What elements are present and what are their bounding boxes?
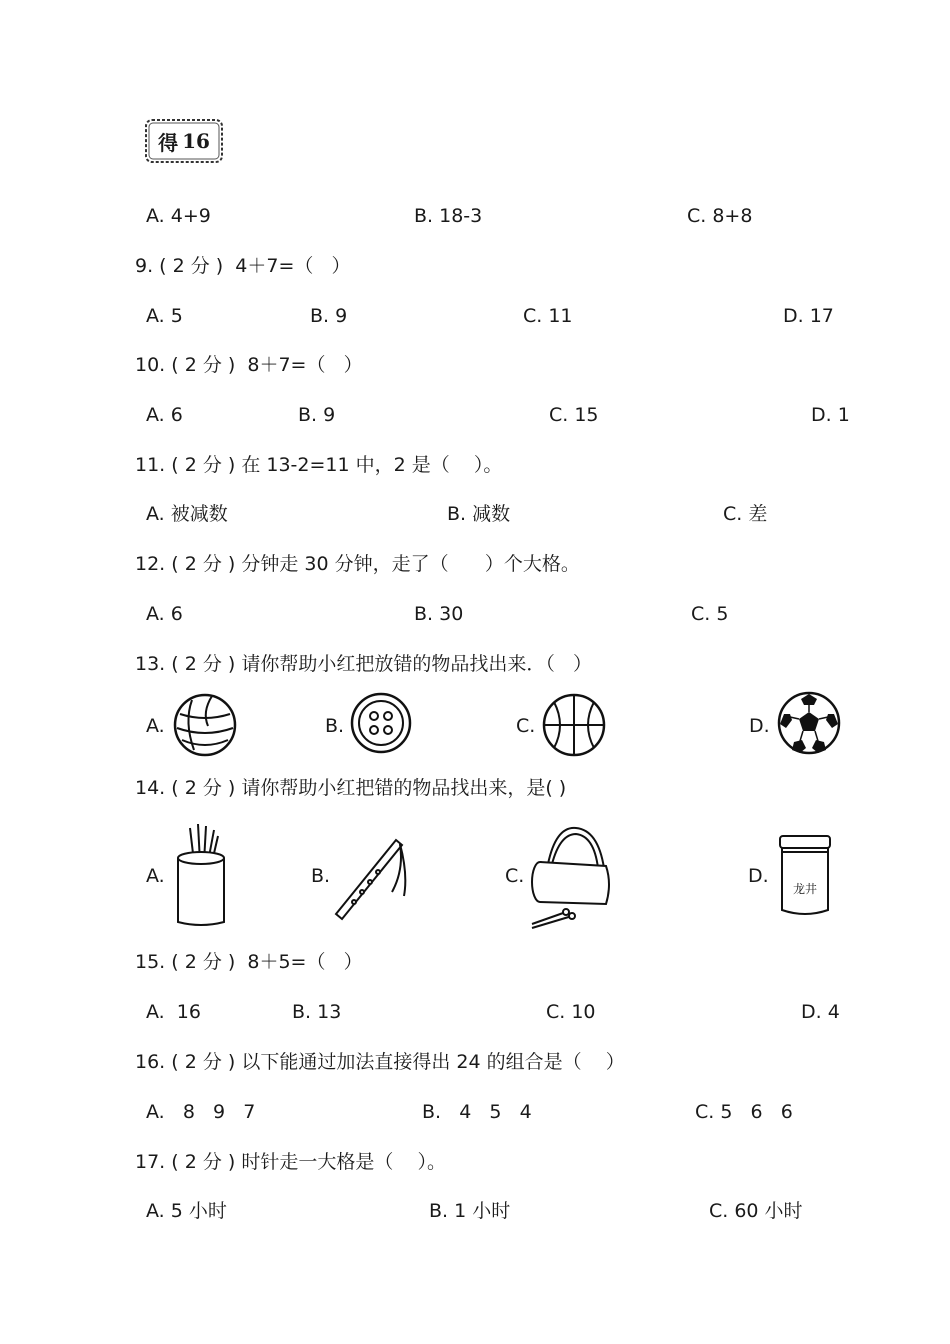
- pencil-holder-icon[interactable]: [170, 822, 232, 928]
- tea-jar[interactable]: [776, 832, 834, 918]
- q13-option-d[interactable]: D.: [749, 715, 770, 737]
- q8-option-b[interactable]: B. 18-3: [414, 205, 483, 227]
- q17-option-a[interactable]: A. 5 小时: [146, 1200, 227, 1222]
- q8-option-a[interactable]: A. 4+9: [146, 205, 211, 227]
- q8-option-c[interactable]: C. 8+8: [687, 205, 753, 227]
- drum-icon[interactable]: [526, 822, 616, 932]
- q12-option-b[interactable]: B. 30: [414, 603, 464, 625]
- q14-option-d[interactable]: D.: [748, 865, 769, 887]
- q13-option-a[interactable]: A.: [146, 715, 165, 737]
- q9-stem: 9. ( 2 分 ) 4＋7=（ ）: [135, 255, 351, 277]
- q10-stem: 10. ( 2 分 ) 8＋7=（ ）: [135, 354, 363, 376]
- q14-option-a[interactable]: A.: [146, 865, 165, 887]
- q12-option-a[interactable]: A. 6: [146, 603, 183, 625]
- tea-jar-icon: [776, 832, 834, 918]
- q15-stem: 15. ( 2 分 ) 8＋5=（ ）: [135, 951, 363, 973]
- q17-stem: 17. ( 2 分 ) 时针走一大格是（ ）。: [135, 1151, 446, 1173]
- q9-option-d[interactable]: D. 17: [783, 305, 834, 327]
- q15-option-b[interactable]: B. 13: [292, 1001, 342, 1023]
- q14-stem: 14. ( 2 分 ) 请你帮助小红把错的物品找出来，是( ): [135, 777, 567, 799]
- q12-stem: 12. ( 2 分 ) 分钟走 30 分钟，走了（ ）个大格。: [135, 553, 580, 575]
- q16-stem: 16. ( 2 分 ) 以下能通过加法直接得出 24 的组合是（ ）: [135, 1051, 625, 1073]
- flute-icon[interactable]: [330, 830, 412, 922]
- q10-option-c[interactable]: C. 15: [549, 404, 599, 426]
- q9-option-a[interactable]: A. 5: [146, 305, 183, 327]
- score-badge: [143, 117, 225, 165]
- q15-option-a[interactable]: A. 16: [146, 1001, 201, 1023]
- q9-option-b[interactable]: B. 9: [310, 305, 348, 327]
- tea-jar-label: 龙井: [792, 882, 817, 896]
- basketball-icon[interactable]: [540, 692, 608, 758]
- q13-option-b[interactable]: B.: [325, 715, 345, 737]
- score-badge-number: 16: [182, 129, 210, 153]
- button-icon[interactable]: [350, 692, 412, 754]
- q11-stem: 11. ( 2 分 ) 在 13-2=11 中，2 是（ ）。: [135, 454, 503, 476]
- q16-option-b[interactable]: B. 4 5 4: [422, 1101, 532, 1123]
- q11-option-a[interactable]: A. 被减数: [146, 503, 228, 525]
- q10-option-a[interactable]: A. 6: [146, 404, 183, 426]
- q14-option-b[interactable]: B.: [311, 865, 331, 887]
- q11-option-b[interactable]: B. 减数: [447, 503, 511, 525]
- score-badge-char: 得: [158, 130, 179, 155]
- q16-option-a[interactable]: A. 8 9 7: [146, 1101, 256, 1123]
- q16-option-c[interactable]: C. 5 6 6: [695, 1101, 793, 1123]
- q15-option-c[interactable]: C. 10: [546, 1001, 596, 1023]
- q11-option-c[interactable]: C. 差: [723, 503, 768, 525]
- q10-option-d[interactable]: D. 1: [811, 404, 850, 426]
- q13-stem: 13. ( 2 分 ) 请你帮助小红把放错的物品找出来．（ ）: [135, 653, 592, 675]
- q15-option-d[interactable]: D. 4: [801, 1001, 840, 1023]
- soccer-ball-icon[interactable]: [776, 690, 842, 756]
- volleyball-icon[interactable]: [172, 692, 238, 758]
- q10-option-b[interactable]: B. 9: [298, 404, 336, 426]
- q13-option-c[interactable]: C.: [516, 715, 536, 737]
- q12-option-c[interactable]: C. 5: [691, 603, 729, 625]
- q17-option-c[interactable]: C. 60 小时: [709, 1200, 803, 1222]
- q17-option-b[interactable]: B. 1 小时: [429, 1200, 511, 1222]
- q9-option-c[interactable]: C. 11: [523, 305, 573, 327]
- score-badge-text: [143, 117, 225, 165]
- q14-option-c[interactable]: C.: [505, 865, 525, 887]
